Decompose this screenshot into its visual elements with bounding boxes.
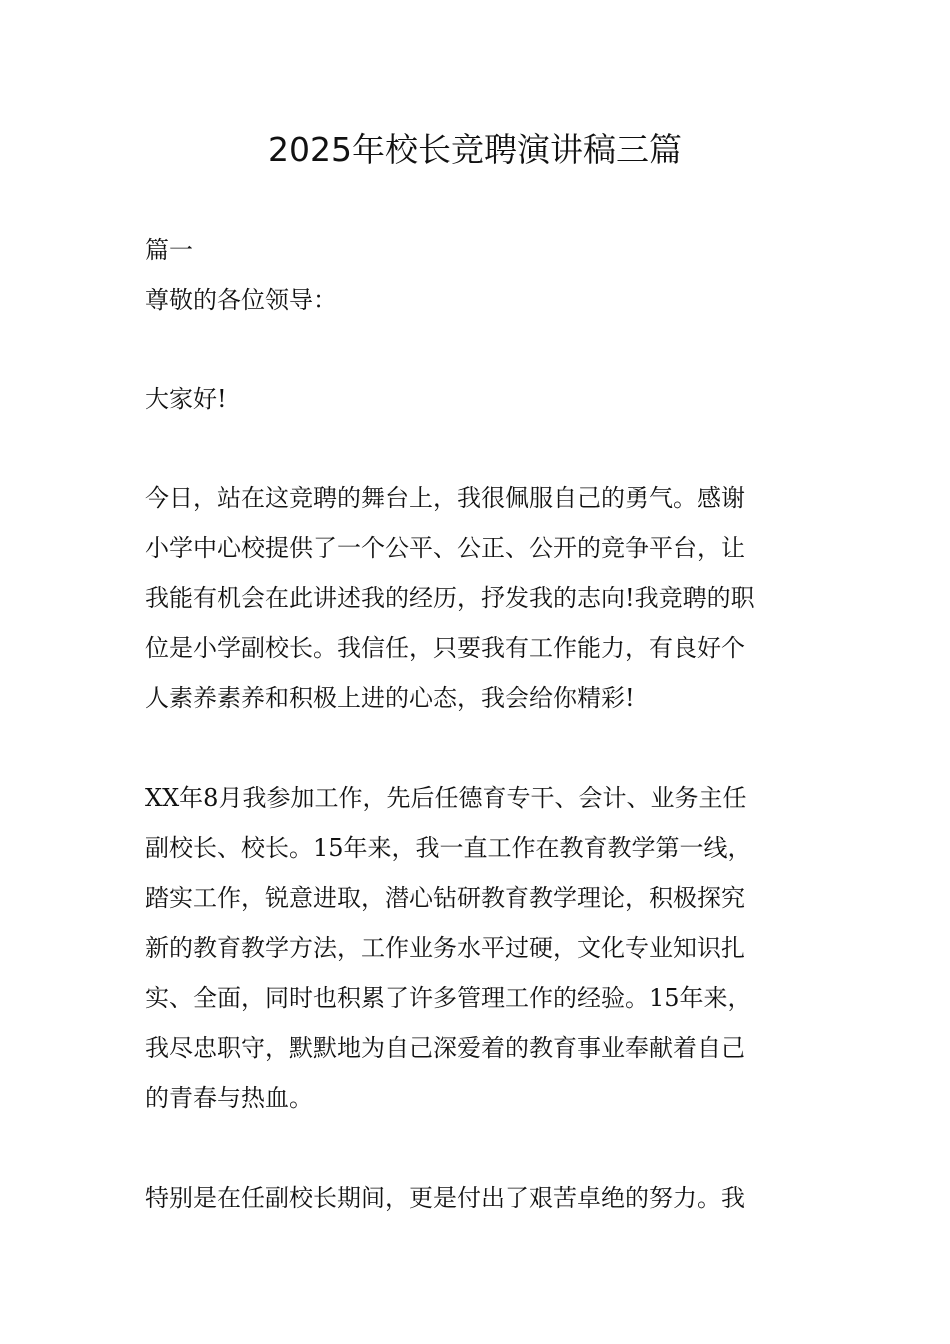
paragraph-line: 我尽忠职守，默默地为自己深爱着的教育事业奉献着自己 <box>145 1034 745 1062</box>
paragraph-line: 实、全面，同时也积累了许多管理工作的经验。15年来， <box>145 984 752 1012</box>
paragraph-line: XX年8月我参加工作，先后任德育专干、会计、业务主任 <box>145 784 747 812</box>
paragraph-line: 踏实工作，锐意进取，潜心钻研教育教学理论，积极探究 <box>145 884 745 912</box>
paragraph-line: 副校长、校长。15年来，我一直工作在教育教学第一线， <box>145 834 752 862</box>
paragraph-line: 新的教育教学方法，工作业务水平过硬，文化专业知识扎 <box>145 934 745 962</box>
paragraph-line: 我能有机会在此讲述我的经历，抒发我的志向!我竞聘的职 <box>145 584 755 612</box>
paragraph-line: 特别是在任副校长期间，更是付出了艰苦卓绝的努力。我 <box>145 1184 745 1212</box>
document-title: 2025年校长竞聘演讲稿三篇 <box>268 130 682 169</box>
paragraph-line: 小学中心校提供了一个公平、公正、公开的竞争平台，让 <box>145 534 745 562</box>
paragraph-line: 位是小学副校长。我信任，只要我有工作能力，有良好个 <box>145 634 745 662</box>
paragraph-line: 人素养素养和积极上进的心态，我会给你精彩! <box>145 684 635 712</box>
paragraph-line: 今日，站在这竞聘的舞台上，我很佩服自己的勇气。感谢 <box>145 484 745 512</box>
salutation: 尊敬的各位领导： <box>145 286 337 314</box>
section-label: 篇一 <box>145 236 193 264</box>
greeting: 大家好! <box>145 385 227 413</box>
paragraph-line: 的青春与热血。 <box>145 1084 313 1112</box>
